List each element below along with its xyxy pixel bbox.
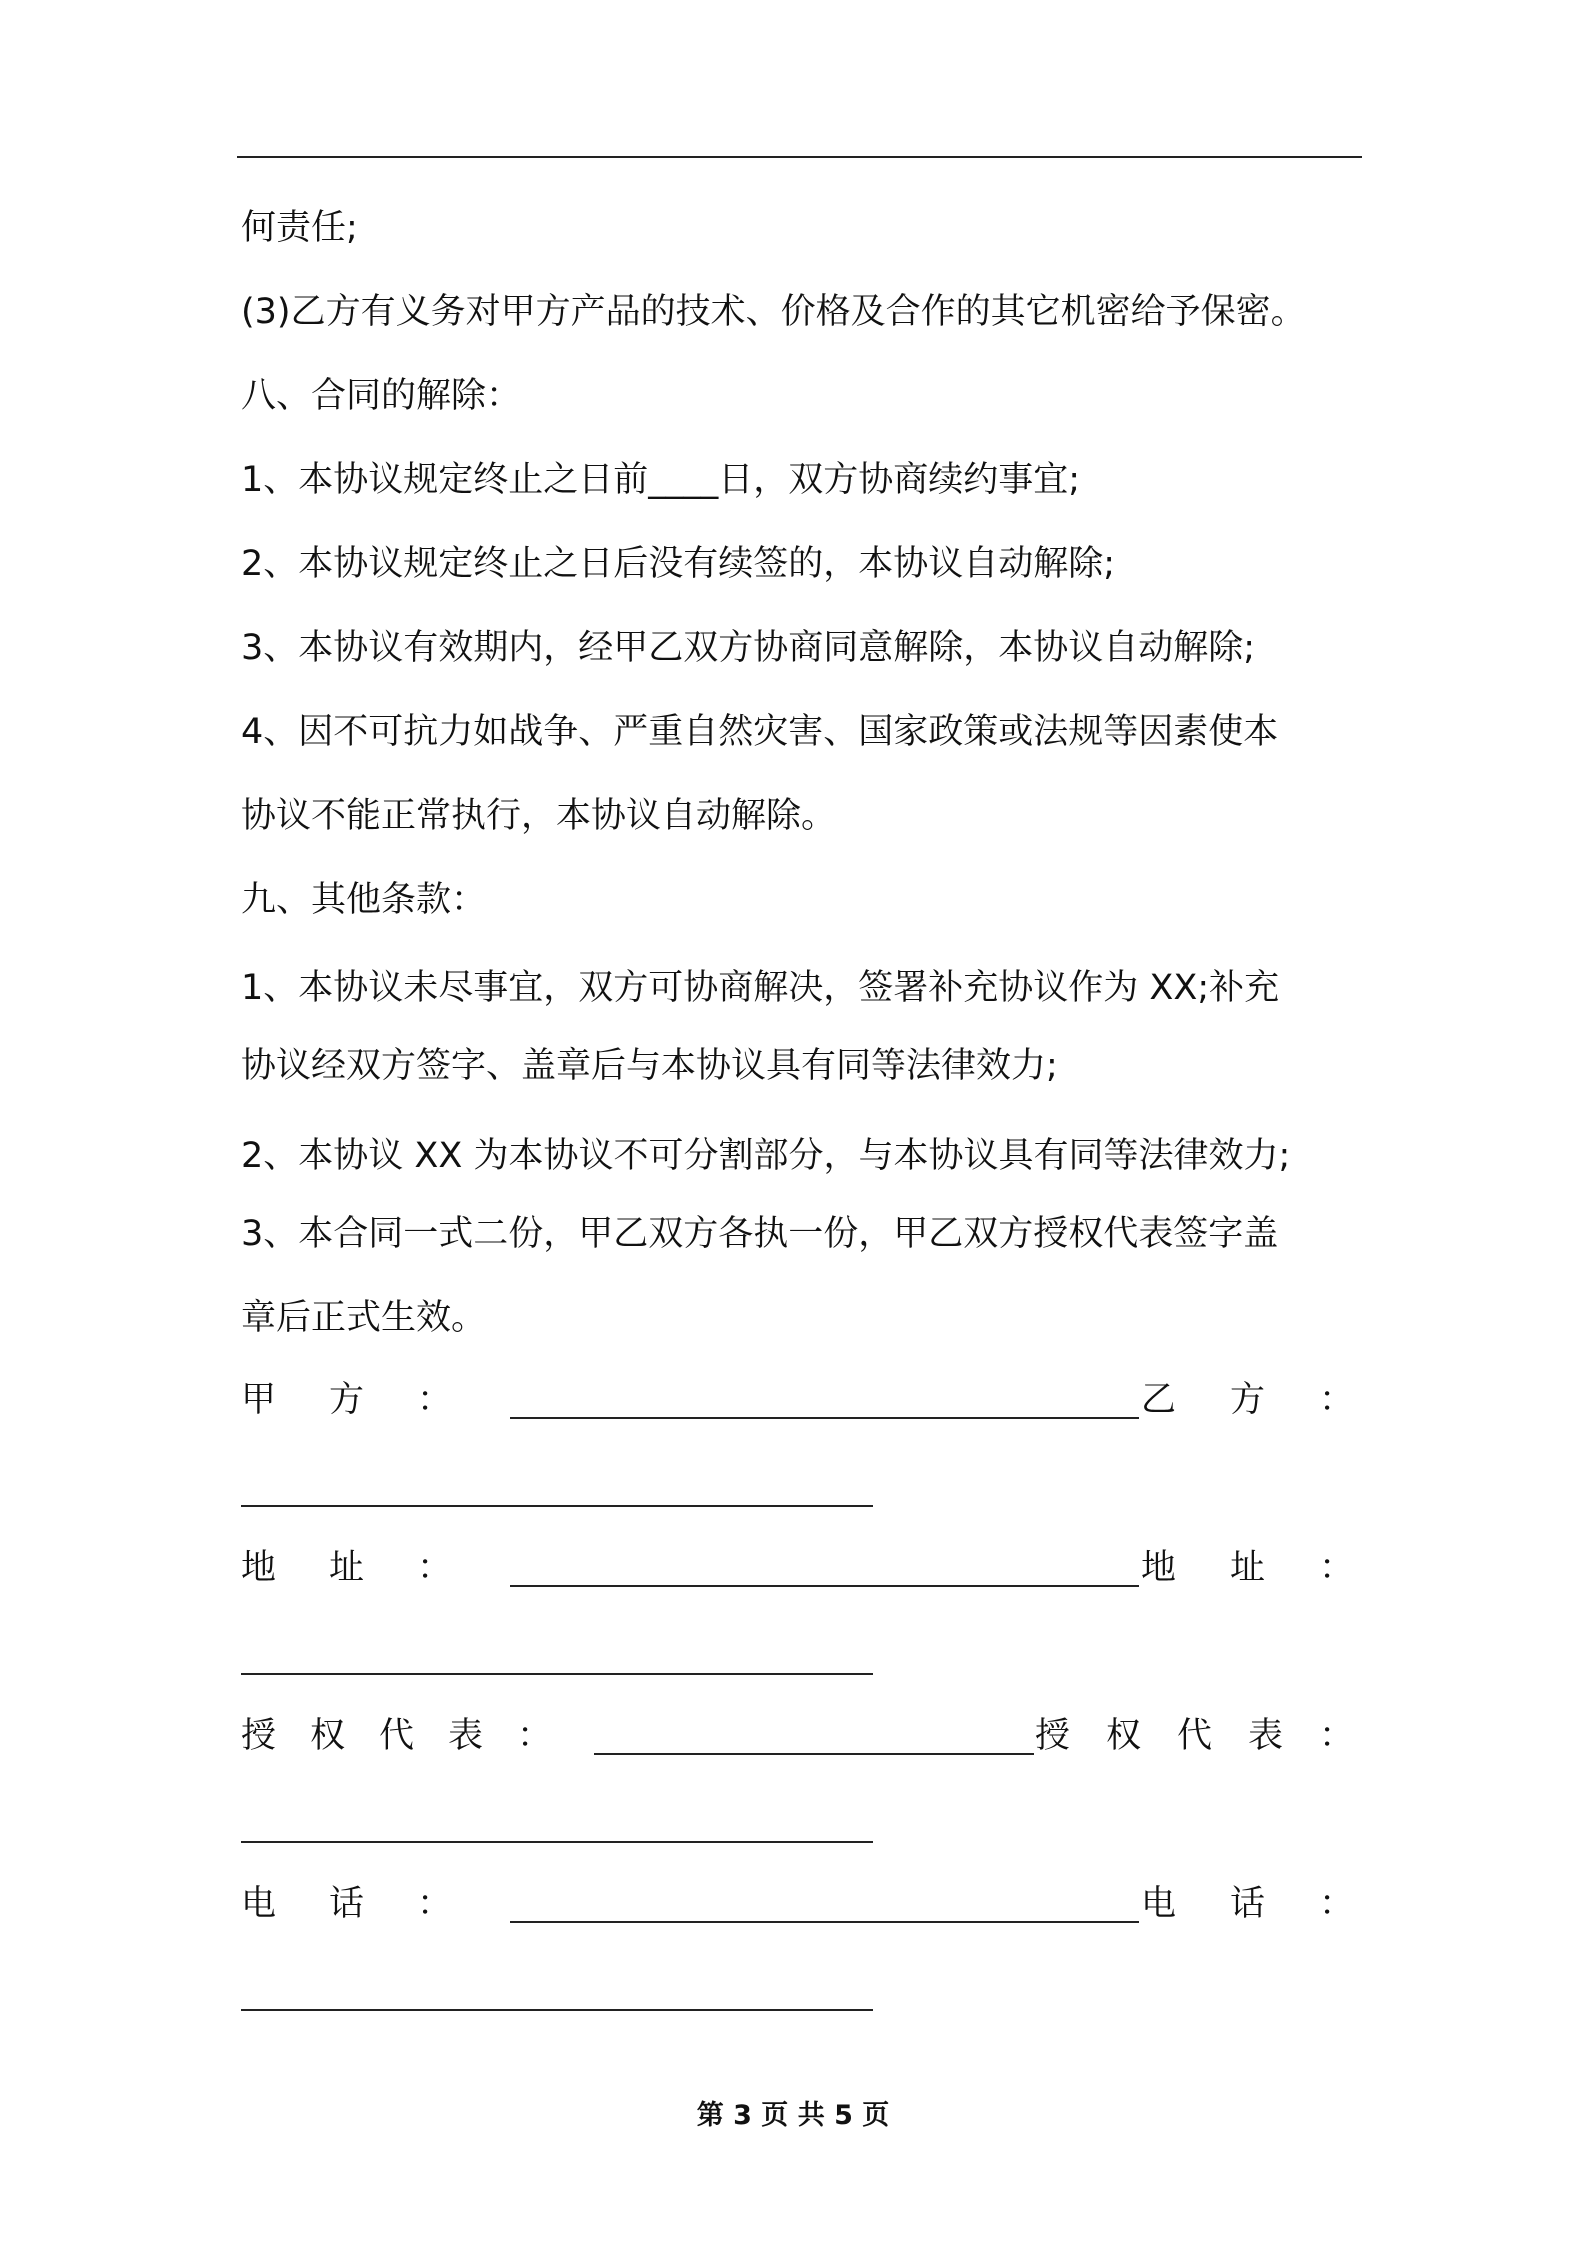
label-char: 地 xyxy=(1141,1548,1177,1588)
label-char: 话 xyxy=(329,1884,365,1924)
label-char: 表 xyxy=(448,1716,484,1756)
section-heading: 八、合同的解除： xyxy=(241,376,522,416)
label-char: 话 xyxy=(1230,1884,1266,1924)
label-char: ： xyxy=(1319,1716,1355,1756)
text-line: 协议不能正常执行，本协议自动解除。 xyxy=(241,796,837,836)
label-char: 授 xyxy=(1035,1716,1071,1756)
label-char: 代 xyxy=(1177,1716,1213,1756)
text-line: 2、本协议 XX 为本协议不可分割部分，与本协议具有同等法律效力; xyxy=(241,1136,1291,1176)
label-char: 电 xyxy=(241,1884,277,1924)
signature-blank[interactable] xyxy=(241,1673,873,1675)
label-char: 权 xyxy=(310,1716,346,1756)
page-number: 第 3 页 共 5 页 xyxy=(696,2100,890,2131)
label-char: 权 xyxy=(1106,1716,1142,1756)
label-char: 授 xyxy=(241,1716,277,1756)
text-line: 章后正式生效。 xyxy=(241,1298,487,1338)
label-char: ： xyxy=(417,1380,453,1420)
text-line: 何责任; xyxy=(241,208,358,248)
signature-blank[interactable] xyxy=(510,1921,1139,1923)
label-char: 址 xyxy=(1230,1548,1266,1588)
label-char: 电 xyxy=(1141,1884,1177,1924)
signature-blank[interactable] xyxy=(594,1753,1034,1755)
label-char: ： xyxy=(1319,1548,1355,1588)
text-line: 3、本协议有效期内，经甲乙双方协商同意解除，本协议自动解除; xyxy=(241,628,1256,668)
label-char: 乙 xyxy=(1141,1380,1177,1420)
label-char: 地 xyxy=(241,1548,277,1588)
text-line: (3)乙方有义务对甲方产品的技术、价格及合作的其它机密给予保密。 xyxy=(241,292,1306,332)
signature-blank[interactable] xyxy=(241,1841,873,1843)
section-heading: 九、其他条款： xyxy=(241,880,487,920)
signature-blank[interactable] xyxy=(510,1585,1139,1587)
text-line: 协议经双方签字、盖章后与本协议具有同等法律效力; xyxy=(241,1046,1058,1086)
label-char: ： xyxy=(1319,1884,1355,1924)
signature-blank[interactable] xyxy=(510,1417,1139,1419)
label-char: ： xyxy=(417,1884,453,1924)
signature-blank[interactable] xyxy=(241,2009,873,2011)
label-char: 甲 xyxy=(241,1380,277,1420)
text-line: 3、本合同一式二份，甲乙双方各执一份，甲乙双方授权代表签字盖 xyxy=(241,1214,1279,1254)
signature-blank[interactable] xyxy=(241,1505,873,1507)
label-char: 址 xyxy=(329,1548,365,1588)
text-line: 1、本协议规定终止之日前____日，双方协商续约事宜; xyxy=(241,460,1081,500)
text-line: 4、因不可抗力如战争、严重自然灾害、国家政策或法规等因素使本 xyxy=(241,712,1279,752)
label-char: 方 xyxy=(329,1380,365,1420)
label-char: ： xyxy=(1319,1380,1355,1420)
label-char: ： xyxy=(517,1716,553,1756)
header-rule xyxy=(237,156,1362,158)
text-line: 1、本协议未尽事宜，双方可协商解决，签署补充协议作为 XX;补充 xyxy=(241,968,1280,1008)
label-char: 代 xyxy=(379,1716,415,1756)
text-line: 2、本协议规定终止之日后没有续签的，本协议自动解除; xyxy=(241,544,1116,584)
label-char: ： xyxy=(417,1548,453,1588)
label-char: 方 xyxy=(1230,1380,1266,1420)
label-char: 表 xyxy=(1248,1716,1284,1756)
